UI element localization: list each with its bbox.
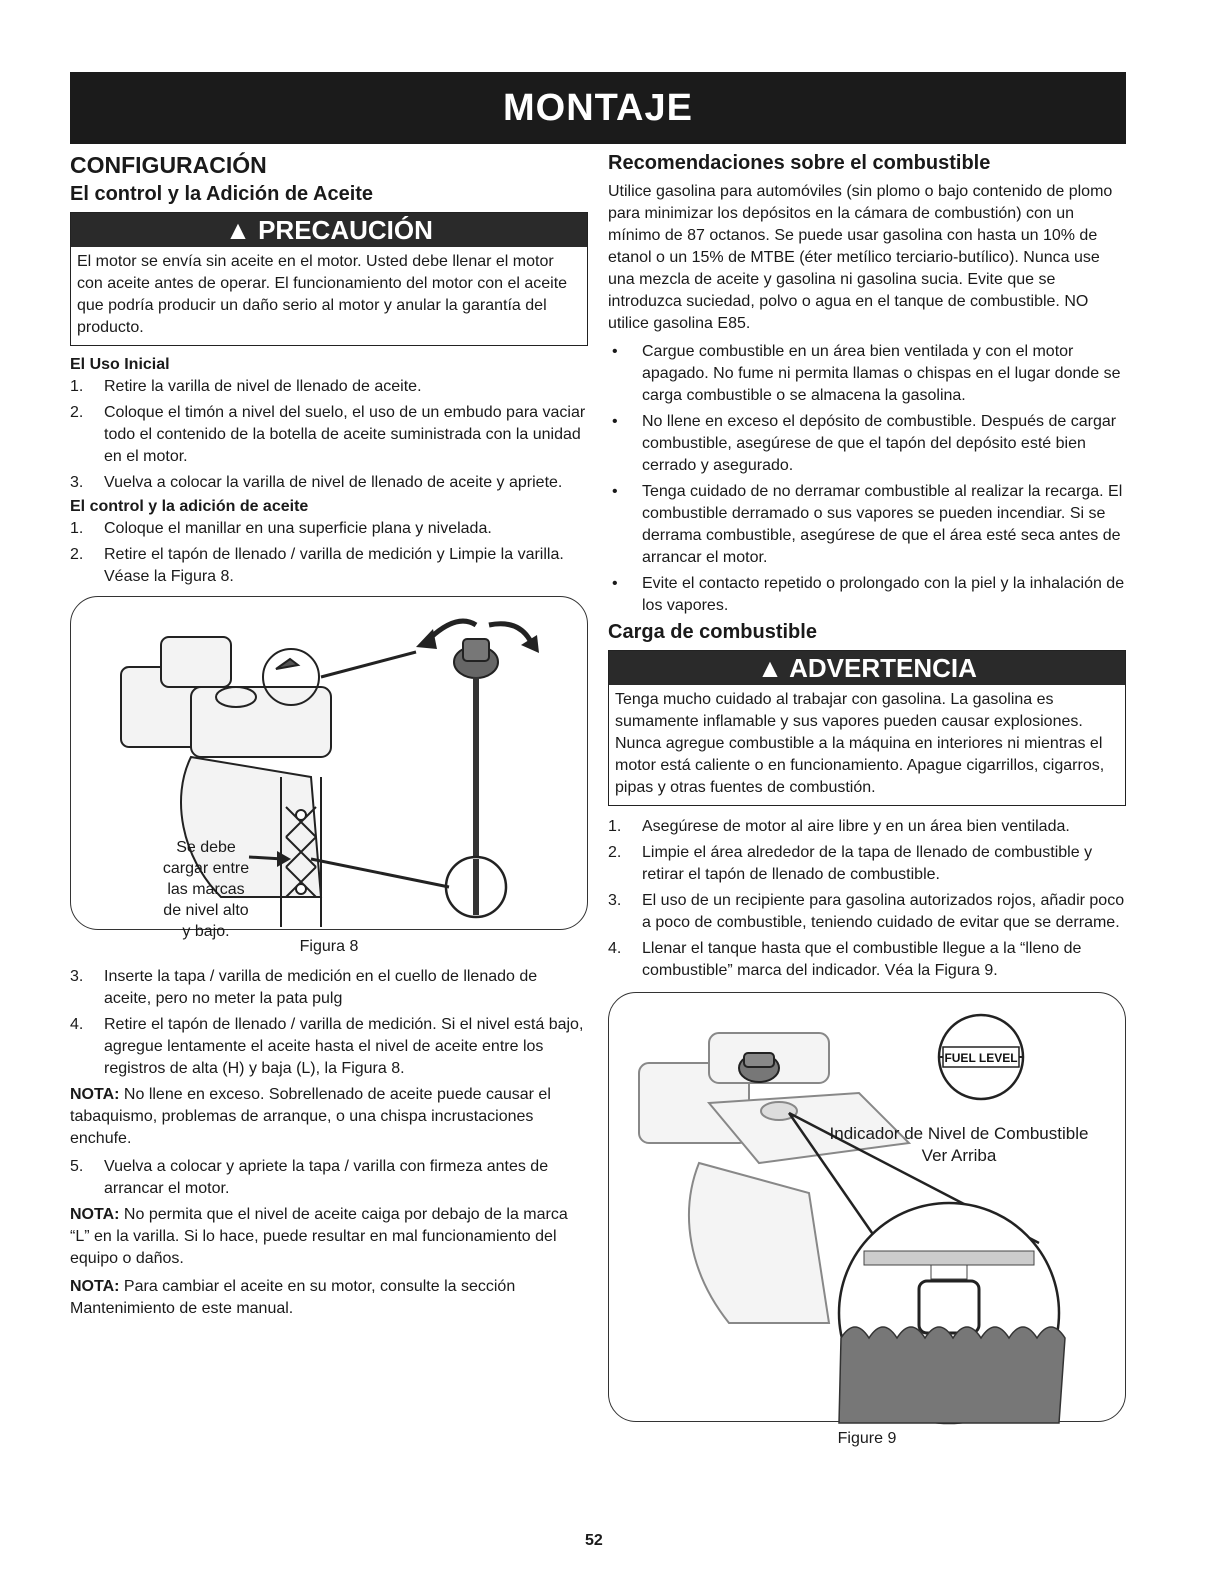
list-item [70,544,588,588]
steps-after-figure [70,966,588,1080]
uso-inicial-heading: El Uso Inicial [70,356,170,373]
subsection-title: El control y la Adición de Aceite [70,183,374,205]
label-line: de nivel alto [163,902,249,919]
figure-8-label [141,837,271,942]
note-label: NOTA: [70,1206,120,1223]
caution-header [71,213,587,247]
figure-8-caption: Figura 8 [299,938,359,955]
warning-triangle-icon: ▲ [757,653,783,683]
step-text: Asegúrese de motor al aire libre y en un área bien ventilada. [642,818,1070,835]
figure-9-caption: Figure 9 [837,1430,897,1447]
step-text: Inserte la tapa / varilla de medición en el cuello de llenado de aceite, pero no meter la pata pulg [104,968,538,1007]
step-number: 4. [608,940,622,957]
uso-inicial-steps [70,376,588,494]
step-text: Coloque el timón a nivel del suelo, el uso de un embudo para vaciar todo el contenido de la botella de aceite suministrada con la unidad en el motor. [104,404,586,465]
carga-title: Carga de combustible [608,621,817,643]
list-item [70,1014,588,1080]
warning-triangle-icon: ▲ [225,215,251,245]
note-1 [70,1084,588,1150]
page-number: 52 [585,1532,603,1549]
fuel-rec-bullets [608,341,1126,617]
step-number: 3. [70,968,84,985]
warning-label: ADVERTENCIA [789,653,977,683]
carga-steps [608,816,1126,982]
label-line: Se debe [176,839,236,856]
note-label: NOTA: [70,1278,120,1295]
bullet-text: Evite el contacto repetido o prolongado con la piel y la inhalación de los vapores. [642,575,1125,614]
list-item [70,472,588,494]
step-text: Limpie el área alrededor de la tapa de llenado de combustible y retirar el tapón de llenado de combustible. [642,844,1093,883]
step-number: 3. [70,474,84,491]
step-text: Coloque el manillar en una superficie plana y nivelada. [104,520,492,537]
step-text: Vuelva a colocar la varilla de nivel de llenado de aceite y apriete. [104,474,563,491]
step-number: 5. [70,1158,84,1175]
list-item [608,573,1126,617]
right-column [608,152,1126,1458]
fuel-rec-title: Recomendaciones sobre el combustible [608,152,991,174]
list-item [70,1156,588,1200]
label-line: Ver Arriba [921,1146,997,1165]
warning-text: Tenga mucho cuidado al trabajar con gasolina. La gasolina es sumamente inflamable y sus vapores pueden causar explosiones. Nunca agregue combustible a la máquina en interiores ni mientras el motor está caliente o en funcionamiento. Apague cigarrillos, cigarros, pipas y otras fuentes de combustión. [615,691,1105,796]
fuel-rec-text: Utilice gasolina para automóviles (sin plomo o bajo contenido de plomo para minimizar los depósitos en la cámara de combustión) con un mínimo de 87 octanos. Se puede usar gasolina con hasta un 10% de etanol o un 15% de MTBE (éter metílico terciario-butílico). Nunca use una mezcla de aceite y gasolina ni gasolina sucia. Evite que se introduzca suciedad, polvo o agua en el tanque de combustible. NO utilice gasolina E85. [608,183,1113,332]
bullet-text: Tenga cuidado de no derramar combustible al realizar la recarga. El combustible derramado o sus vapores se pueden incendiar. Si se derrama combustible, asegúrese de que el área esté seca antes de arrancar el motor. [642,483,1123,566]
list-item [608,890,1126,934]
warning-header [609,651,1125,685]
bullet-text: No llene en exceso el depósito de combustible. Después de cargar combustible, asegúrese de que el tapón del depósito esté bien cerrado y asegurado. [642,413,1117,474]
step-number: 1. [70,520,84,537]
step-number: 4. [70,1016,84,1033]
step-text: Retire el tapón de llenado / varilla de medición y Limpie la varilla. Véase la Figura 8. [104,546,564,585]
figure-8 [70,596,588,940]
list-item [70,518,588,540]
bullet-text: Cargue combustible en un área bien ventilada y con el motor apagado. No fume ni permita llamas o chispas en el lugar donde se carga combustible o se almacena la gasolina. [642,343,1121,404]
caution-text: El motor se envía sin aceite en el motor. Usted debe llenar el motor con aceite antes de operar. El funcionamiento del motor con el aceite que podría producir un daño serio al motor y anular la garantía del producto. [77,253,568,336]
figure-9-label [809,1123,1109,1167]
caution-box [70,212,588,346]
bullet: • [612,413,618,430]
list-item [608,341,1126,407]
list-item [608,816,1126,838]
step-number: 2. [70,546,84,563]
step-number: 1. [608,818,622,835]
step-text: Retire la varilla de nivel de llenado de aceite. [104,378,422,395]
step-text: El uso de un recipiente para gasolina autorizados rojos, añadir poco a poco de combustible, teniendo cuidado de evitar que se derrame. [642,892,1125,931]
step-number: 1. [70,378,84,395]
control-steps [70,518,588,588]
step-number: 3. [608,892,622,909]
list-item [70,966,588,1010]
note-text: No permita que el nivel de aceite caiga por debajo de la marca “L” en la varilla. Si lo hace, puede resultar en mal funcionamiento del equipo o daños. [70,1206,568,1267]
warning-box [608,650,1126,806]
section-title: CONFIGURACIÓN [70,152,267,178]
step-text: Retire el tapón de llenado / varilla de medición. Si el nivel está bajo, agregue lentamente el aceite hasta el nivel de aceite entre los registros de alta (H) y baja (L), la Figura 8. [104,1016,584,1077]
bullet: • [612,575,618,592]
label-line: Indicador de Nivel de Combustible [829,1124,1089,1143]
caution-label: PRECAUCIÓN [258,215,433,245]
step-number: 2. [70,404,84,421]
left-column [70,152,588,1326]
note-3 [70,1276,588,1320]
note-label: NOTA: [70,1086,120,1103]
note-text: Para cambiar el aceite en su motor, consulte la sección Mantenimiento de este manual. [70,1278,516,1317]
figure-9 [608,992,1126,1422]
note-2 [70,1204,588,1270]
fuel-level-gauge-label: FUEL LEVEL [944,1051,1018,1065]
list-item [608,842,1126,886]
step-5 [70,1156,588,1200]
label-line: y bajo. [182,923,230,940]
fuel-tank-illustration [609,993,1123,1421]
list-item [608,938,1126,982]
list-item [70,402,588,468]
section-banner [70,72,1126,144]
list-item [608,481,1126,569]
label-line: cargar entre [162,860,250,877]
list-item [70,376,588,398]
bullet: • [612,343,618,360]
list-item [608,411,1126,477]
banner-title: MONTAJE [503,86,693,129]
note-text: No llene en exceso. Sobrellenado de aceite puede causar el tabaquismo, problemas de arranque, o una chispa incrustaciones enchufe. [70,1086,551,1147]
step-text: Llenar el tanque hasta que el combustible llegue a la “lleno de combustible” marca del indicador. Véa la Figura 9. [642,940,1082,979]
label-line: las marcas [167,881,245,898]
bullet: • [612,483,618,500]
step-number: 2. [608,844,622,861]
control-heading: El control y la adición de aceite [70,498,309,515]
step-text: Vuelva a colocar y apriete la tapa / varilla con firmeza antes de arrancar el motor. [104,1158,549,1197]
